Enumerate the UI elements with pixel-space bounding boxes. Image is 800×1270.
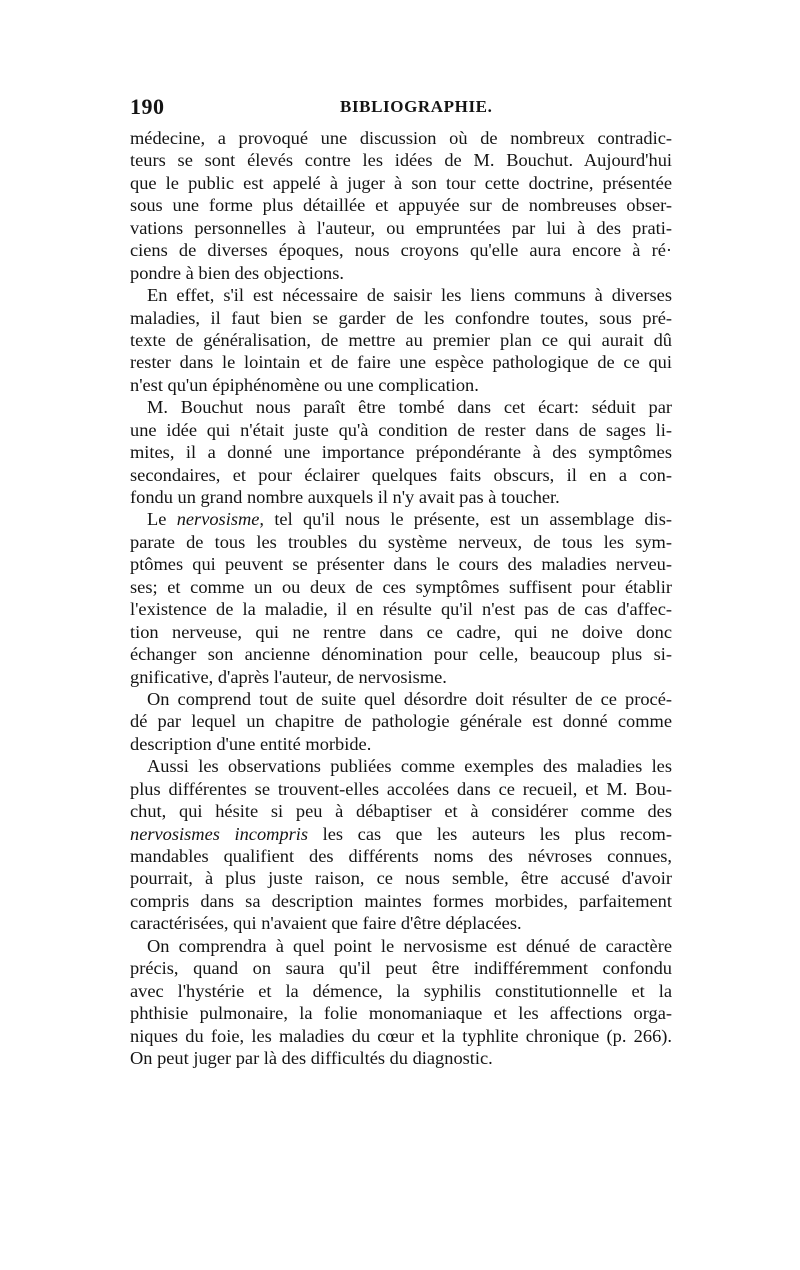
italic-term: nervosismes incompris xyxy=(130,823,309,844)
text-line: teurs se sont élevés contre les idées de M. Bouchut. Aujourd'hui xyxy=(130,150,672,171)
text-line: pourrait, à plus juste raison, ce nous semble, être accusé d'avoir xyxy=(130,868,672,889)
text-line: gnificative, d'après l'auteur, de nervosisme. xyxy=(130,666,447,687)
text-line: ptômes qui peuvent se présenter dans le cours des maladies nerveu- xyxy=(130,554,672,575)
text-line xyxy=(130,823,672,845)
text-line: mites, il a donné une importance prépondérante à des symptômes xyxy=(130,442,672,463)
text-line: phthisie pulmonaire, la folie monomaniaque et les affections orga- xyxy=(130,1003,672,1024)
text-line: parate de tous les troubles du système nerveux, de tous les sym- xyxy=(130,531,672,552)
text-segment: tel qu'il nous le présente, est un assemblage dis- xyxy=(264,509,672,530)
text-line: ciens de diverses époques, nous croyons qu'elle aura encore à ré· xyxy=(130,240,672,261)
text-line: compris dans sa description maintes formes morbides, parfaitement xyxy=(130,890,672,911)
text-line: ses; et comme un ou deux de ces symptômes suffisent pour établir xyxy=(130,576,672,597)
text-line: On comprend tout de suite quel désordre doit résulter de ce procé- xyxy=(147,688,672,709)
text-line: plus différentes se trouvent-elles accolées dans ce recueil, et M. Bou- xyxy=(130,778,672,799)
text-line: dé par lequel un chapitre de pathologie générale est donné comme xyxy=(130,711,672,732)
text-line: une idée qui n'était juste qu'à condition de rester dans de sages li- xyxy=(130,419,672,440)
text-segment: Le xyxy=(147,509,177,530)
text-line: vations personnelles à l'auteur, ou empruntées par lui à des prati- xyxy=(130,217,672,238)
text-line: chut, qui hésite si peu à débaptiser et à considérer comme des xyxy=(130,801,672,822)
text-line: mandables qualifient des différents noms des névroses connues, xyxy=(130,846,672,866)
text-line: On peut juger par là des difficultés du diagnostic. xyxy=(130,1047,493,1068)
text-line: tion nerveuse, qui ne rentre dans ce cadre, qui ne doive donc xyxy=(130,621,672,642)
text-line: l'existence de la maladie, il en résulte qu'il n'est pas de cas d'affec- xyxy=(130,599,672,620)
text-line: En effet, s'il est nécessaire de saisir les liens communs à diverses xyxy=(147,285,672,306)
text-line: médecine, a provoqué une discussion où de nombreux contradic- xyxy=(130,128,672,148)
text-line: échanger son ancienne dénomination pour celle, beaucoup plus si- xyxy=(130,644,672,665)
text-line: M. Bouchut nous paraît être tombé dans cet écart: séduit par xyxy=(147,397,672,418)
text-line: texte de généralisation, de mettre au premier plan ce qui aurait dû xyxy=(130,329,672,350)
text-line: maladies, il faut bien se garder de les confondre toutes, sous pré- xyxy=(130,307,672,328)
text-segment: les cas que les auteurs les plus recom- xyxy=(308,823,672,844)
text-line: sous une forme plus détaillée et appuyée sur de nombreuses obser- xyxy=(130,195,672,216)
text-line: fondu un grand nombre auxquels il n'y avait pas à toucher. xyxy=(130,487,560,507)
text-line: avec l'hystérie et la démence, la syphilis constitutionnelle et la xyxy=(130,980,672,1001)
text-line: n'est qu'un épiphénomène ou une complication. xyxy=(130,374,479,395)
page-number: 190 xyxy=(130,94,165,119)
text-line xyxy=(130,508,672,530)
text-line: secondaires, et pour éclairer quelques faits obscurs, il en a con- xyxy=(130,464,672,485)
text-line: pondre à bien des objections. xyxy=(130,262,344,283)
text-line: précis, quand on saura qu'il peut être indifféremment confondu xyxy=(130,958,672,979)
text-line: On comprendra à quel point le nervosisme est dénué de caractère xyxy=(147,935,672,956)
running-head: BIBLIOGRAPHIE. xyxy=(340,97,493,116)
body-text xyxy=(130,127,672,1069)
text-line: que le public est appelé à juger à son tour cette doctrine, présentée xyxy=(130,172,672,193)
text-line: niques du foie, les maladies du cœur et la typhlite chronique (p. 266). xyxy=(130,1025,672,1046)
text-line: Aussi les observations publiées comme exemples des maladies les xyxy=(147,756,672,777)
text-line: caractérisées, qui n'avaient que faire d'être déplacées. xyxy=(130,913,522,934)
italic-term: nervosisme, xyxy=(176,509,265,530)
text-line: rester dans le lointain et de faire une espèce pathologique de ce qui xyxy=(130,352,672,373)
page-header xyxy=(130,94,670,118)
text-line: description d'une entité morbide. xyxy=(130,733,372,754)
